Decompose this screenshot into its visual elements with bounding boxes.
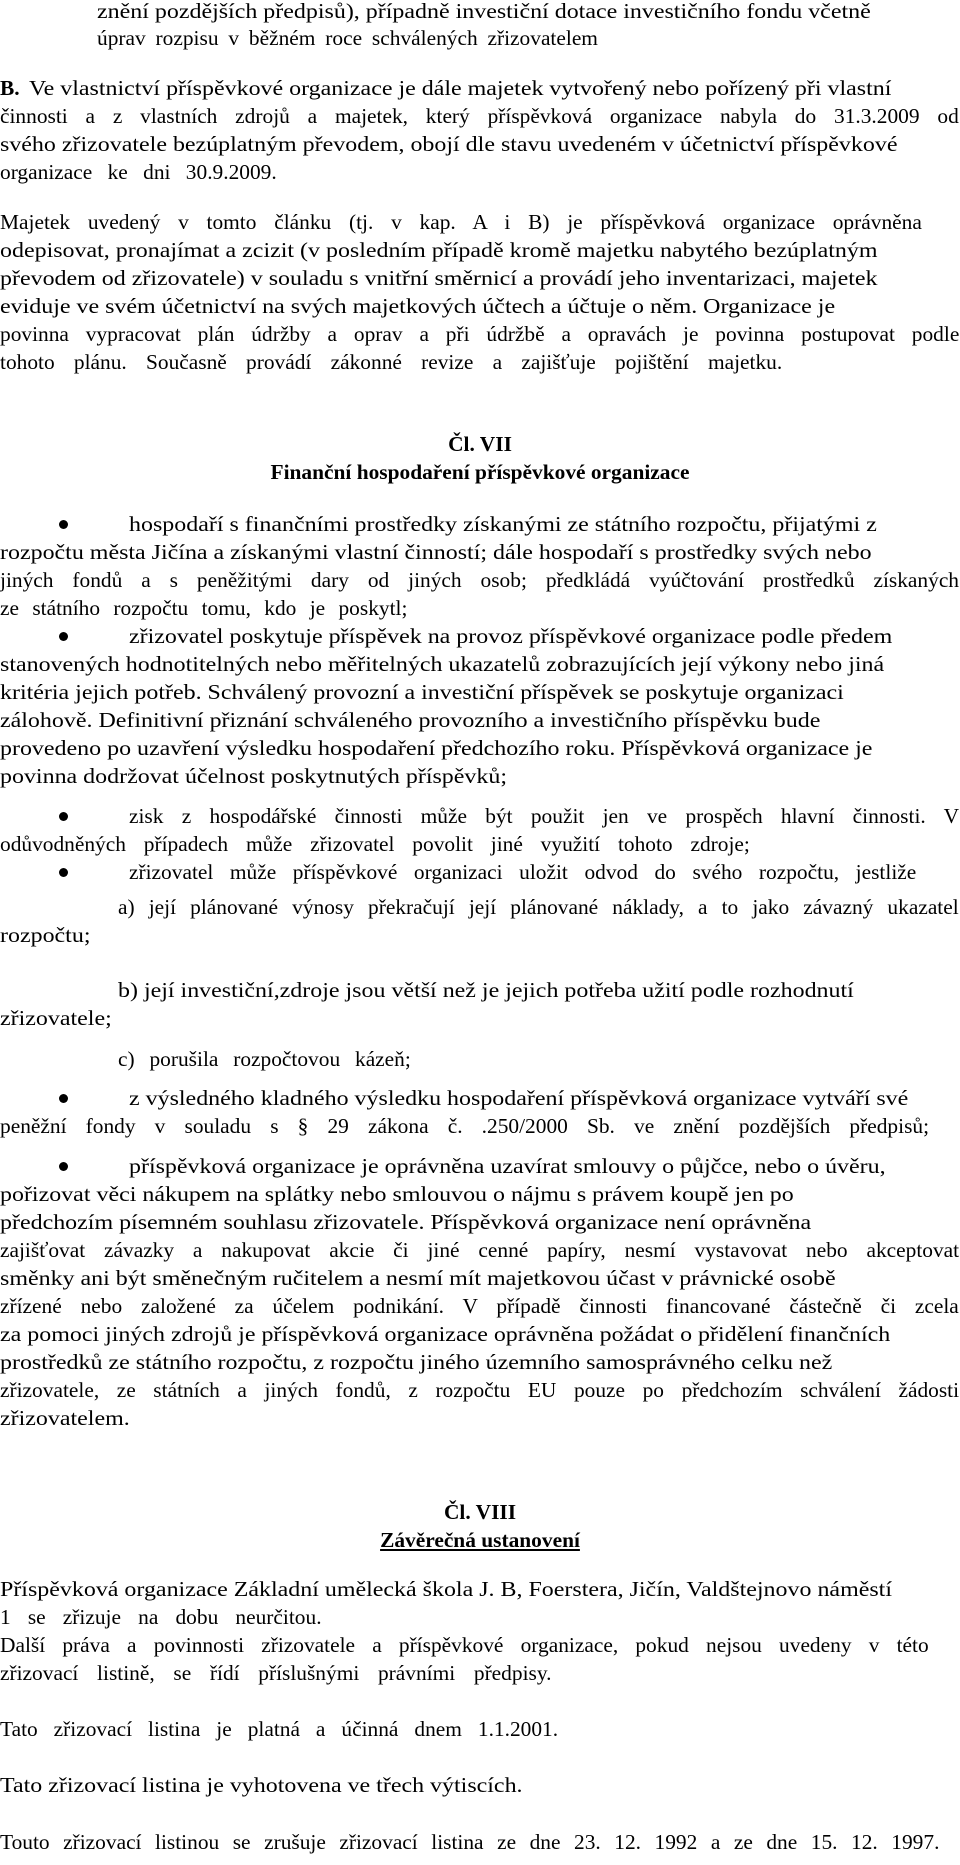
bullet-line: zřizovatel může příspěvkové organizaci uložit odvod do svého rozpočtu, jestliže <box>129 860 917 884</box>
bullet-line: pořizovat věci nákupem na splátky nebo smlouvou o nájmu s právem koupě jen po <box>0 1182 794 1206</box>
sub-item-line: b) její investiční,zdroje jsou větší než je jejich potřeba užití podle rozhodnutí <box>118 978 854 1002</box>
bullet-icon <box>59 520 68 529</box>
property-line: tohoto plánu. Současně provádí zákonné revize a zajišťuje pojištění majetku. <box>0 350 783 374</box>
bullet-icon <box>59 632 68 641</box>
bullet-line: zálohově. Definitivní přiznání schváleného provozního a investičního příspěvku bude <box>0 708 821 732</box>
closing-line: Další práva a povinnosti zřizovatele a příspěvkové organizace, pokud nejsou uvedeny v této <box>0 1633 929 1657</box>
section-b-marker: B. <box>0 76 20 100</box>
bullet-icon <box>59 812 68 821</box>
article-vii-title: Finanční hospodaření příspěvkové organizace <box>270 460 690 484</box>
bullet-line: prostředků ze státního rozpočtu, z rozpočtu jiného územního samosprávného celku než <box>0 1350 833 1374</box>
bullet-line: kritéria jejich potřeb. Schválený provozní a investiční příspěvek se poskytuje organizaci <box>0 680 844 704</box>
closing-line: Příspěvková organizace Základní umělecká škola J. B, Foerstera, Jičín, Valdštejnovo náměstí <box>0 1577 892 1601</box>
sub-item-line: a) její plánované výnosy překračují její plánované náklady, a to jako závazný ukazatel <box>118 895 959 919</box>
article-viii-title: Závěrečná ustanovení <box>380 1528 580 1552</box>
bullet-icon <box>59 1094 68 1103</box>
article-vii-number: Čl. VII <box>448 432 512 456</box>
closing-line: Tato zřizovací listina je vyhotovena ve třech výtiscích. <box>0 1773 523 1797</box>
bullet-line: za pomoci jiných zdrojů je příspěvková organizace oprávněna požádat o přidělení finančních <box>0 1322 891 1346</box>
bullet-line: stanovených hodnotitelných nebo měřitelných ukazatelů zobrazujících její výkony nebo jiná <box>0 652 885 676</box>
property-line: eviduje ve svém účetnictví na svých majetkových účtech a účtuje o něm. Organizace je <box>0 294 836 318</box>
bullet-line: zřizovatelem. <box>0 1406 130 1430</box>
sub-item-line: c) porušila rozpočtovou kázeň; <box>118 1047 411 1071</box>
bullet-line: zřizovatel poskytuje příspěvek na provoz příspěvkové organizace podle předem <box>129 624 893 648</box>
section-b-line: činnosti a z vlastních zdrojů a majetek, který příspěvková organizace nabyla do 31.3.2009 od <box>0 104 959 128</box>
bullet-line: provedeno po uzavření výsledku hospodaření předchozího roku. Příspěvková organizace je <box>0 736 873 760</box>
bullet-line: odůvodněných případech může zřizovatel povolit jiné využití tohoto zdroje; <box>0 832 750 856</box>
bullet-line: směnky ani být směnečným ručitelem a nesmí mít majetkovou účast v právnické osobě <box>0 1266 836 1290</box>
bullet-line: jiných fondů a s peněžitými dary od jiných osob; předkládá vyúčtování prostředků získaných <box>0 568 960 592</box>
closing-line: Touto zřizovací listinou se zrušuje zřizovací listina ze dne 23. 12. 1992 a ze dne 15. 12. 1997. <box>0 1830 940 1854</box>
bullet-line: peněžní fondy v souladu s § 29 zákona č. .250/2000 Sb. ve znění pozdějších předpisů; <box>0 1114 930 1138</box>
section-b-line: svého zřizovatele bezúplatným převodem, obojí dle stavu uvedeném v účetnictví příspěvkové <box>0 132 898 156</box>
article-viii-number: Čl. VIII <box>443 1500 517 1524</box>
bullet-icon <box>59 868 68 877</box>
bullet-line: zřízené nebo založené za účelem podnikání. V případě činnosti financované částečně či zcela <box>0 1294 959 1318</box>
bullet-icon <box>59 1162 68 1171</box>
bullet-line: zřizovatele, ze státních a jiných fondů, z rozpočtu EU pouze po předchozím schválení žádosti <box>0 1378 960 1402</box>
bullet-line: rozpočtu města Jičína a získanými vlastní činností; dále hospodaří s prostředky svých nebo <box>0 540 872 564</box>
bullet-line: zajišťovat závazky a nakupovat akcie či jiné cenné papíry, nesmí vystavovat nebo akceptovat <box>0 1238 960 1262</box>
section-b-line: Ve vlastnictví příspěvkové organizace je dále majetek vytvořený nebo pořízený při vlastní <box>29 76 892 100</box>
bullet-line: příspěvková organizace je oprávněna uzavírat smlouvy o půjčce, nebo o úvěru, <box>129 1154 886 1178</box>
property-line: převodem od zřizovatele) v souladu s vnitřní směrnicí a provádí jeho inventarizaci, majetek <box>0 266 878 290</box>
closing-line: 1 se zřizuje na dobu neurčitou. <box>0 1605 322 1629</box>
intro-line: úprav rozpisu v běžném roce schválených zřizovatelem <box>97 26 598 50</box>
intro-line: znění pozdějších předpisů), případně investiční dotace investičního fondu včetně <box>97 0 871 23</box>
property-line: povinna vypracovat plán údržby a oprav a při údržbě a opravách je povinna postupovat podle <box>0 322 960 346</box>
bullet-line: povinna dodržovat účelnost poskytnutých příspěvků; <box>0 764 508 788</box>
bullet-line: z výsledného kladného výsledku hospodaření příspěvková organizace vytváří své <box>129 1086 909 1110</box>
closing-line: Tato zřizovací listina je platná a účinná dnem 1.1.2001. <box>0 1717 559 1741</box>
sub-item-line: zřizovatele; <box>0 1006 112 1030</box>
sub-item-line: rozpočtu; <box>0 923 91 947</box>
bullet-line: zisk z hospodářské činnosti může být použit jen ve prospěch hlavní činnosti. V <box>129 804 960 828</box>
property-line: Majetek uvedený v tomto článku (tj. v kap. A i B) je příspěvková organizace oprávněna <box>0 210 922 234</box>
bullet-line: předchozím písemném souhlasu zřizovatele. Příspěvková organizace není oprávněna <box>0 1210 812 1234</box>
closing-line: zřizovací listině, se řídí příslušnými právními předpisy. <box>0 1661 552 1685</box>
section-b-line: organizace ke dni 30.9.2009. <box>0 160 277 184</box>
property-line: odepisovat, pronajímat a zcizit (v posledním případě kromě majetku nabytého bezúplatným <box>0 238 878 262</box>
bullet-line: ze státního rozpočtu tomu, kdo je poskytl; <box>0 596 408 620</box>
bullet-line: hospodaří s finančními prostředky získanými ze státního rozpočtu, přijatými z <box>129 512 877 536</box>
